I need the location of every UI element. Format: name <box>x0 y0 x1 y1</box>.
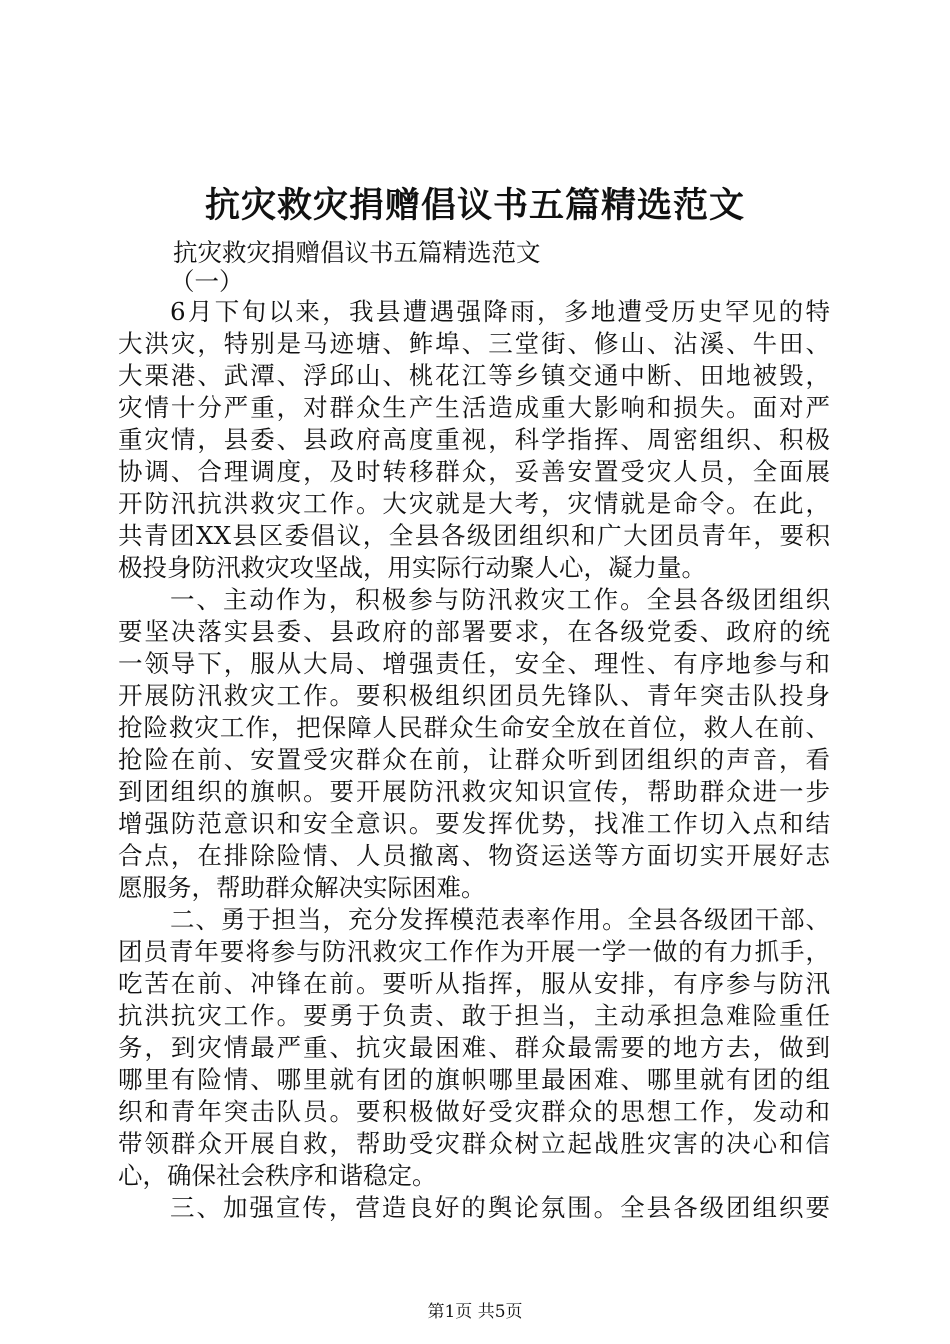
paragraph-line: 共青团XX县区委倡议，全县各级团组织和广大团员青年，要积 <box>118 521 830 550</box>
paragraph-line: 三、加强宣传，营造良好的舆论氛围。全县各级团组织要 <box>170 1193 830 1222</box>
paragraph-line: 一、主动作为，积极参与防汛救灾工作。全县各级团组织 <box>170 585 830 614</box>
paragraph-line: 二、勇于担当，充分发挥模范表率作用。全县各级团干部、 <box>170 905 830 934</box>
paragraph-line: 增强防范意识和安全意识。要发挥优势，找准工作切入点和结 <box>118 809 830 838</box>
paragraph-line: 抗洪抗灾工作。要勇于负责、敢于担当，主动承担急难险重任 <box>118 1001 830 1030</box>
paragraph-line: 团员青年要将参与防汛救灾工作作为开展一学一做的有力抓手， <box>118 937 830 966</box>
document-subtitle: 抗灾救灾捐赠倡议书五篇精选范文 <box>173 238 541 267</box>
paragraph-line: 到团组织的旗帜。要开展防汛救灾知识宣传，帮助群众进一步 <box>118 777 830 806</box>
document-body <box>118 238 830 1224</box>
paragraph-line: 合点，在排除险情、人员撤离、物资运送等方面切实开展好志 <box>118 841 830 870</box>
paragraph-line: 6月下旬以来，我县遭遇强降雨，多地遭受历史罕见的特 <box>170 297 830 326</box>
paragraph-line: 抢险在前、安置受灾群众在前，让群众听到团组织的声音，看 <box>118 745 830 774</box>
paragraph-line: 协调、合理调度，及时转移群众，妥善安置受灾人员，全面展 <box>118 457 830 486</box>
paragraph-line: 心，确保社会秩序和谐稳定。 <box>118 1161 437 1190</box>
paragraph-line: 要坚决落实县委、县政府的部署要求，在各级党委、政府的统 <box>118 617 830 646</box>
paragraph-line: 大洪灾，特别是马迹塘、鲊埠、三堂街、修山、沾溪、牛田、 <box>118 329 830 358</box>
paragraph-line: 吃苦在前、冲锋在前。要听从指挥，服从安排，有序参与防汛 <box>118 969 830 998</box>
paragraph-line: 极投身防汛救灾攻坚战，用实际行动聚人心，凝力量。 <box>118 553 706 582</box>
paragraph-line: 务，到灾情最严重、抗灾最困难、群众最需要的地方去，做到 <box>118 1033 830 1062</box>
paragraph-line: 抢险救灾工作，把保障人民群众生命安全放在首位，救人在前、 <box>118 713 830 742</box>
paragraph-line: 哪里有险情、哪里就有团的旗帜哪里最困难、哪里就有团的组 <box>118 1065 830 1094</box>
paragraph-line: 开防汛抗洪救灾工作。大灾就是大考，灾情就是命令。在此， <box>118 489 830 518</box>
section-number: （一） <box>170 267 244 296</box>
paragraph-line: 一领导下，服从大局、增强责任，安全、理性、有序地参与和 <box>118 649 830 678</box>
document-title: 抗灾救灾捐赠倡议书五篇精选范文 <box>204 185 745 226</box>
paragraph-line: 重灾情，县委、县政府高度重视，科学指挥、周密组织、积极 <box>118 425 830 454</box>
paragraph-line: 大栗港、武潭、浮邱山、桃花江等乡镇交通中断、田地被毁， <box>118 361 830 390</box>
paragraph-line: 织和青年突击队员。要积极做好受灾群众的思想工作，发动和 <box>118 1097 830 1126</box>
paragraph-line: 愿服务，帮助群众解决实际困难。 <box>118 873 486 902</box>
paragraph-line: 灾情十分严重，对群众生产生活造成重大影响和损失。面对严 <box>118 393 830 422</box>
paragraph-line: 带领群众开展自救，帮助受灾群众树立起战胜灾害的决心和信 <box>118 1129 830 1158</box>
page-footer: 第1页 共5页 <box>427 1302 523 1322</box>
paragraph-line: 开展防汛救灾工作。要积极组织团员先锋队、青年突击队投身 <box>118 681 830 710</box>
